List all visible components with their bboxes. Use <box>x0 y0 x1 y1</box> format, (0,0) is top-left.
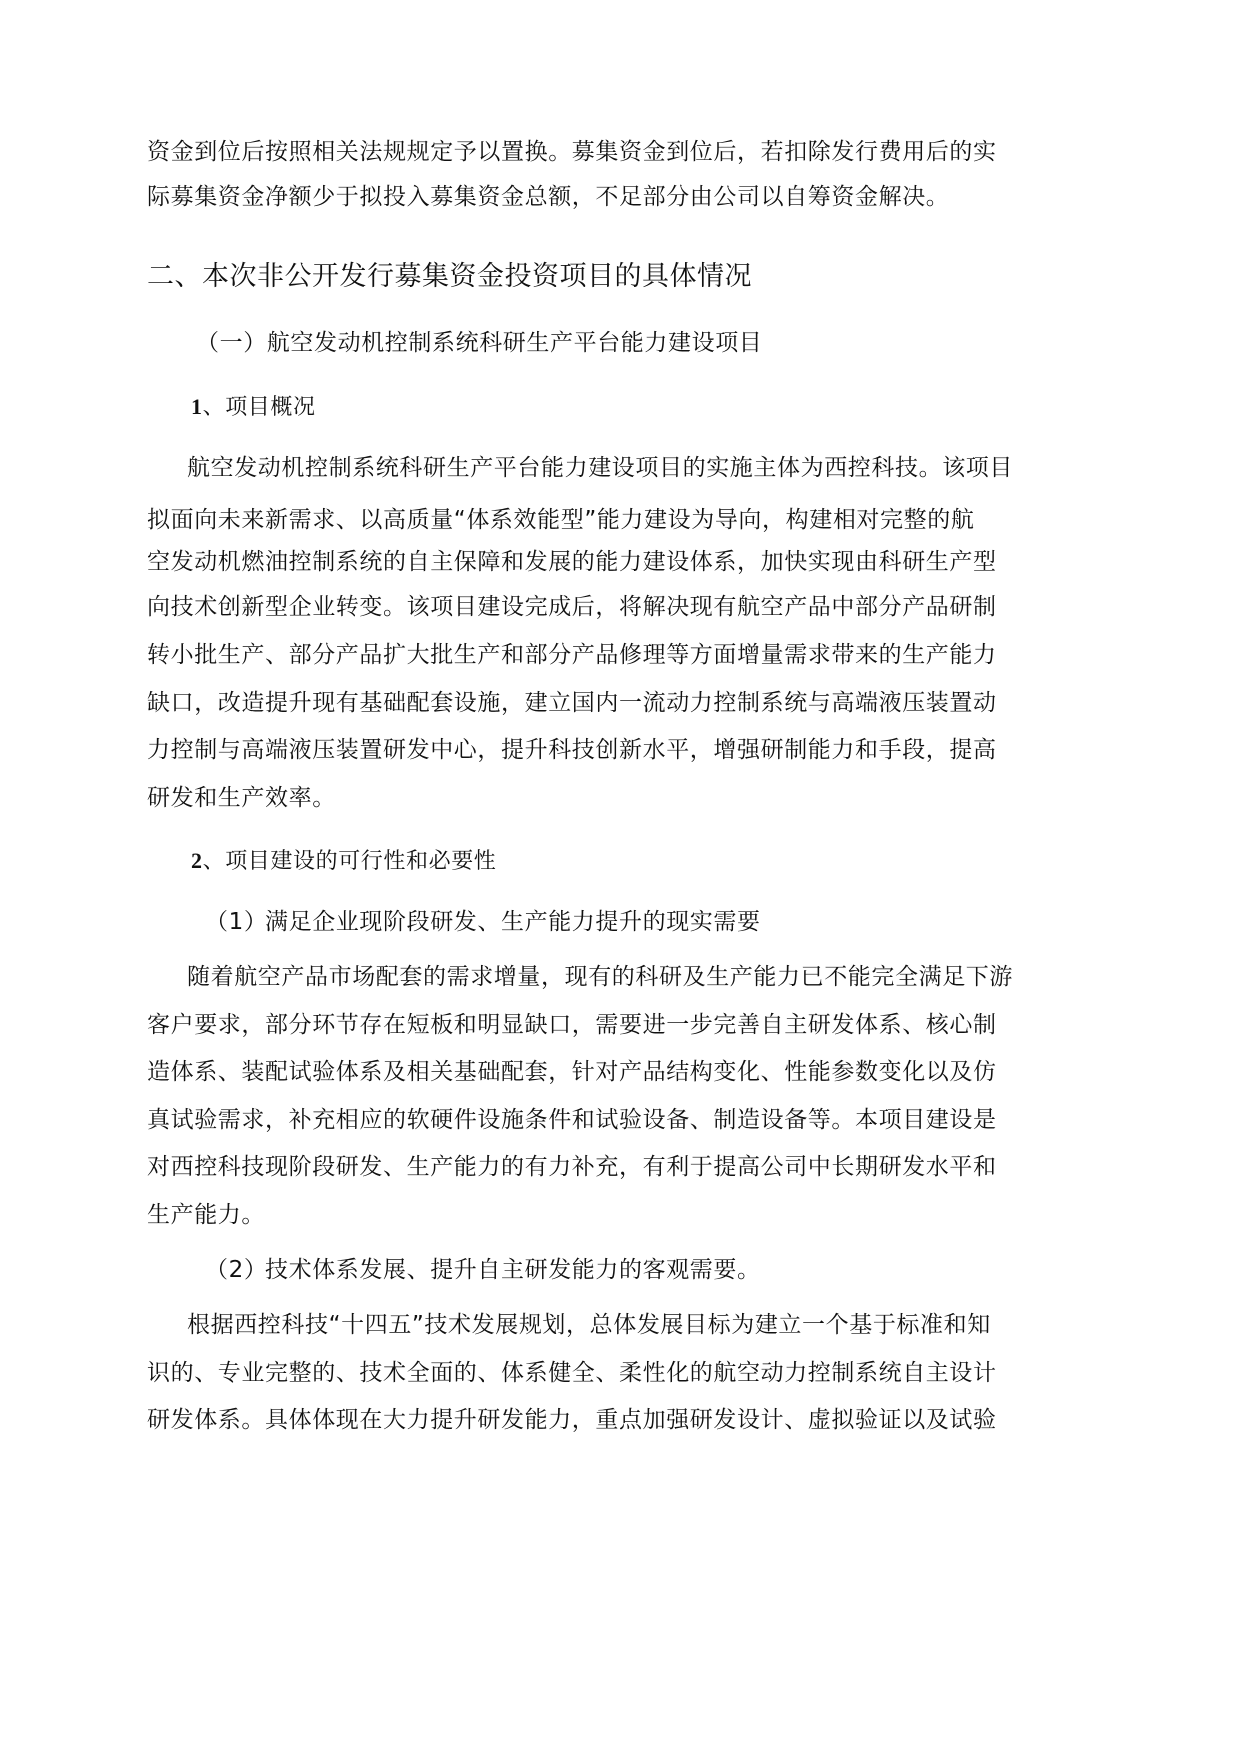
paragraph-line: 际募集资金净额少于拟投入募集资金总额，不足部分由公司以自筹资金解决。 <box>147 184 950 210</box>
item1-heading <box>191 392 316 423</box>
paragraph-line: 力控制与高端液压装置研发中心，提升科技创新水平，增强研制能力和手段，提高 <box>147 737 997 763</box>
paragraph-line: 资金到位后按照相关法规规定予以置换。募集资金到位后，若扣除发行费用后的实 <box>147 139 997 165</box>
item1-title: 、项目概况 <box>202 395 316 420</box>
paragraph-line: 缺口，改造提升现有基础配套设施，建立国内一流动力控制系统与高端液压装置动 <box>147 690 997 716</box>
paragraph-line: 对西控科技现阶段研发、生产能力的有力补充，有利于提高公司中长期研发水平和 <box>147 1154 997 1180</box>
paragraph-line: 客户要求，部分环节存在短板和明显缺口，需要进一步完善自主研发体系、核心制 <box>147 1012 997 1038</box>
paragraph-line: 识的、专业完整的、技术全面的、体系健全、柔性化的航空动力控制系统自主设计 <box>147 1360 997 1386</box>
sub2-title: 技术体系发展、提升自主研发能力的客观需要。 <box>265 1257 761 1283</box>
sub2-heading <box>205 1255 761 1285</box>
item2-number: 2 <box>191 848 203 873</box>
sub1-title: 满足企业现阶段研发、生产能力提升的现实需要 <box>265 909 761 935</box>
paragraph-line: 研发和生产效率。 <box>147 785 336 811</box>
paragraph-line: 向技术创新型企业转变。该项目建设完成后，将解决现有航空产品中部分产品研制 <box>147 594 997 620</box>
sub1-label: （1） <box>205 909 268 935</box>
paragraph-line: 拟面向未来新需求、以高质量“体系效能型”能力建设为导向，构建相对完整的航 <box>147 507 975 533</box>
paragraph-line: 造体系、装配试验体系及相关基础配套，针对产品结构变化、性能参数变化以及仿 <box>147 1059 997 1085</box>
item1-number: 1 <box>191 394 203 419</box>
paragraph-line: 生产能力。 <box>147 1202 265 1228</box>
sub1-heading <box>205 907 761 937</box>
section-heading: 二、本次非公开发行募集资金投资项目的具体情况 <box>147 261 752 292</box>
paragraph-line: 空发动机燃油控制系统的自主保障和发展的能力建设体系，加快实现由科研生产型 <box>147 549 997 575</box>
paragraph-line: 根据西控科技“十四五”技术发展规划，总体发展目标为建立一个基于标准和知 <box>187 1312 991 1338</box>
paragraph-line: 随着航空产品市场配套的需求增量，现有的科研及生产能力已不能完全满足下游 <box>187 964 1013 990</box>
paragraph-line: 转小批生产、部分产品扩大批生产和部分产品修理等方面增量需求带来的生产能力 <box>147 642 997 668</box>
item2-heading <box>191 846 496 877</box>
subsection-heading: （一）航空发动机控制系统科研生产平台能力建设项目 <box>196 330 763 356</box>
paragraph-line: 研发体系。具体体现在大力提升研发能力，重点加强研发设计、虚拟验证以及试验 <box>147 1407 997 1433</box>
paragraph-line: 真试验需求，补充相应的软硬件设施条件和试验设备、制造设备等。本项目建设是 <box>147 1107 997 1133</box>
sub2-label: （2） <box>205 1257 268 1283</box>
paragraph-line: 航空发动机控制系统科研生产平台能力建设项目的实施主体为西控科技。该项目 <box>187 455 1013 481</box>
item2-title: 、项目建设的可行性和必要性 <box>202 849 497 874</box>
